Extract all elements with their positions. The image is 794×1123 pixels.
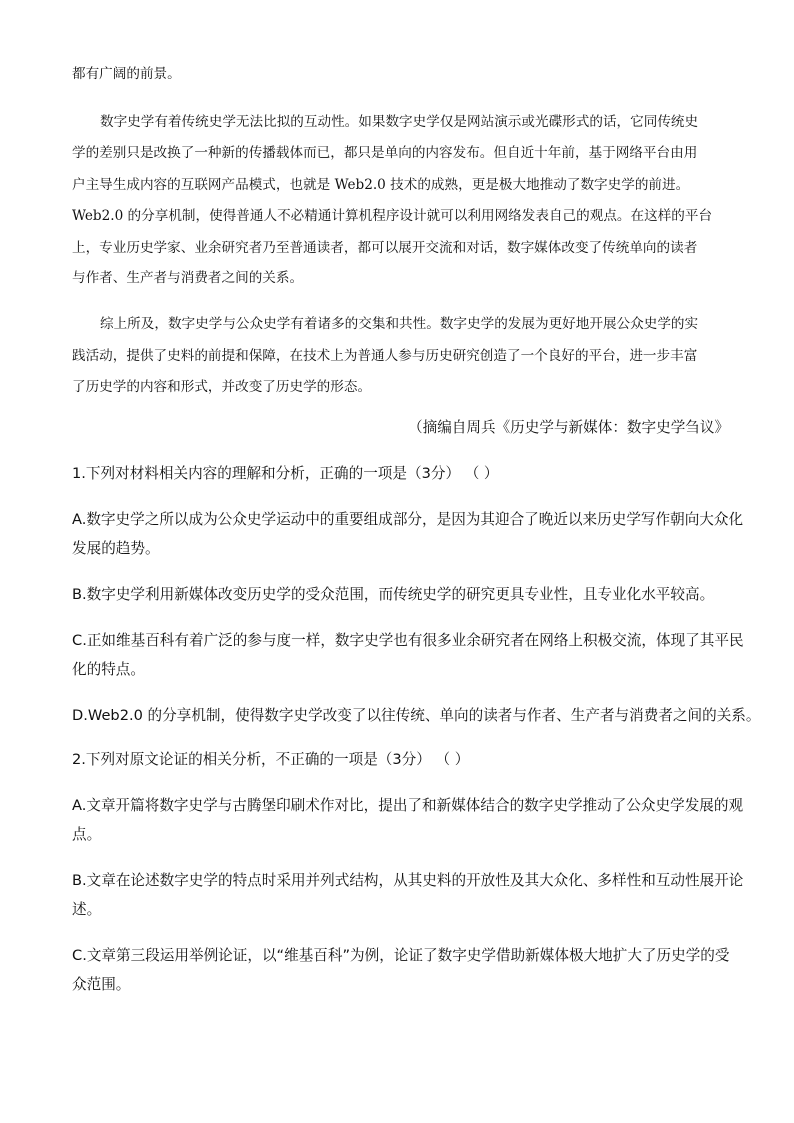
question-2-option-c: C.文章第三段运用举例论证，以“维基百科”为例，论证了数字史学借助新媒体极大地扩大了历史学的受 <box>72 947 730 964</box>
question-2-stem: 2.下列对原文论证的相关分析，不正确的一项是（3分） （ ） <box>72 751 470 768</box>
question-2-option-a: A.文章开篇将数字史学与古腾堡印刷术作对比，提出了和新媒体结合的数字史学推动了公众史学发展的观 <box>72 797 744 814</box>
question-2-option-c-cont: 众范围。 <box>72 976 131 993</box>
question-1-option-a-cont: 发展的趋势。 <box>72 540 160 557</box>
passage-line: 与作者、生产者与消费者之间的关系。 <box>72 270 304 286</box>
question-1-option-a: A.数字史学之所以成为公众史学运动中的重要组成部分，是因为其迎合了晚近以来历史学写作朝向大众化 <box>72 511 744 528</box>
question-1-option-c: C.正如维基百科有着广泛的参与度一样，数字史学也有很多业余研究者在网络上积极交流，体现了其平民 <box>72 632 744 649</box>
passage-line: 了历史学的内容和形式，并改变了历史学的形态。 <box>72 379 372 395</box>
passage-line: Web2.0 的分享机制，使得普通人不必精通计算机程序设计就可以利用网络发表自己的观点。在这样的平台 <box>72 208 713 224</box>
question-1-stem: 1.下列对材料相关内容的理解和分析，正确的一项是（3分） （ ） <box>72 465 499 482</box>
passage-line: 践活动，提供了史料的前提和保障，在技术上为普通人参与历史研究创造了一个良好的平台，进一步丰富 <box>72 348 698 364</box>
question-1-option-d: D.Web2.0 的分享机制，使得数字史学改变了以往传统、单向的读者与作者、生产者与消费者之间的关系。 <box>72 707 761 724</box>
question-1-option-b: B.数字史学利用新媒体改变历史学的受众范围，而传统史学的研究更具专业性，且专业化水平较高。 <box>72 586 715 603</box>
passage-line: 学的差别只是改换了一种新的传播载体而已，都只是单向的内容发布。但自近十年前，基于网络平台由用 <box>72 145 698 161</box>
passage-line: 户主导生成内容的互联网产品模式，也就是 Web2.0 技术的成熟，更是极大地推动了数字史学的前进。 <box>72 177 690 193</box>
source-citation: （摘编自周兵《历史学与新媒体：数字史学刍议》 <box>408 419 730 436</box>
question-2-option-b: B.文章在论述数字史学的特点时采用并列式结构，从其史料的开放性及其大众化、多样性和互动性展开论 <box>72 872 744 889</box>
passage-line: 数字史学有着传统史学无法比拟的互动性。如果数字史学仅是网站演示或光碟形式的话，它同传统史 <box>100 114 699 130</box>
question-1-option-c-cont: 化的特点。 <box>72 661 145 678</box>
passage-line: 都有广阔的前景。 <box>72 66 181 82</box>
question-2-option-a-cont: 点。 <box>72 826 102 843</box>
passage-line: 综上所及，数字史学与公众史学有着诸多的交集和共性。数字史学的发展为更好地开展公众史学的实 <box>100 316 699 332</box>
passage-line: 上，专业历史学家、业余研究者乃至普通读者，都可以展开交流和对话，数字媒体改变了传统单向的读者 <box>72 240 698 256</box>
question-2-option-b-cont: 述。 <box>72 901 102 918</box>
